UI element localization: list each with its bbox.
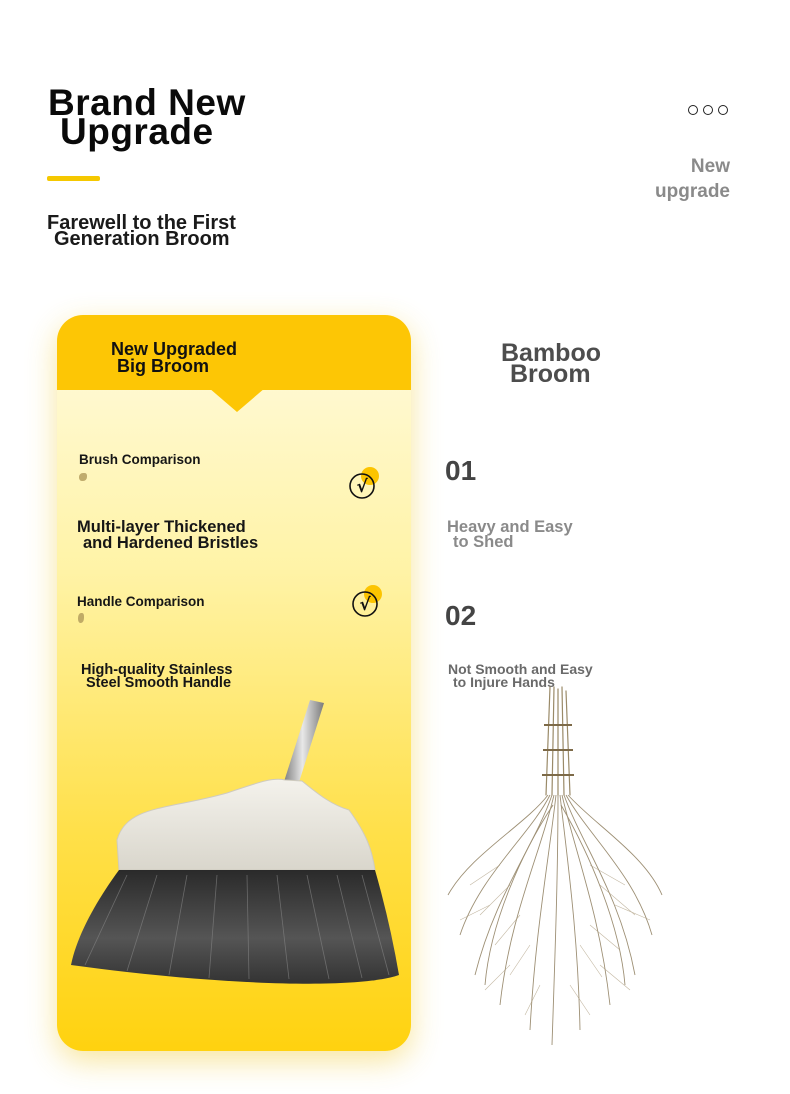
new-broom-image	[57, 685, 411, 1051]
page-title	[48, 82, 246, 152]
item-1-text	[447, 520, 573, 550]
new-broom-card	[57, 315, 411, 1051]
handle-fleck	[78, 613, 84, 623]
handle-feature-line-1: High-quality Stainless	[81, 662, 233, 678]
check-mark: √	[356, 477, 368, 497]
side-label-line-2: upgrade	[655, 181, 730, 202]
dot-icon	[718, 105, 728, 115]
pagination-dots-icon	[688, 105, 728, 115]
dot-icon	[688, 105, 698, 115]
bristle-fleck	[79, 473, 87, 481]
item-2-line-1: Not Smooth and Easy	[448, 661, 593, 677]
bamboo-broom-image	[440, 685, 670, 1055]
brush-feature-line-2: and Hardened Bristles	[83, 534, 259, 552]
card-title	[111, 341, 237, 375]
brush-feature-text	[77, 519, 258, 551]
page-subtitle	[47, 212, 236, 250]
bamboo-broom-title	[501, 339, 601, 388]
item-number-01: 01	[445, 455, 477, 486]
item-number-02: 02	[445, 600, 477, 631]
title-line-1: Brand New	[48, 82, 246, 123]
side-label	[655, 154, 730, 204]
check-mark: √	[359, 595, 371, 615]
side-label-line-1: New	[690, 156, 730, 177]
dot-icon	[703, 105, 713, 115]
handle-comparison-label: Handle Comparison	[77, 594, 205, 609]
handle-feature-line-2: Steel Smooth Handle	[86, 675, 232, 691]
accent-divider	[47, 176, 100, 181]
subtitle-line-2: Generation Broom	[54, 228, 230, 250]
brush-feature-line-1: Multi-layer Thickened	[77, 518, 246, 536]
card-title-line-2: Big Broom	[117, 356, 209, 376]
item-1-line-2: to Shed	[453, 533, 514, 551]
check-circle-icon	[350, 583, 386, 619]
subtitle-line-1: Farewell to the First	[47, 212, 236, 234]
item-2-line-2: to Injure Hands	[453, 674, 555, 690]
bamboo-title-line-2: Broom	[510, 360, 591, 388]
card-header-notch	[209, 388, 265, 412]
item-1-line-1: Heavy and Easy	[447, 518, 573, 536]
bamboo-title-line-1: Bamboo	[501, 339, 601, 367]
check-circle-icon	[347, 465, 383, 501]
title-line-2: Upgrade	[60, 111, 214, 152]
brush-comparison-label: Brush Comparison	[79, 452, 201, 467]
card-title-line-1: New Upgraded	[111, 339, 238, 359]
